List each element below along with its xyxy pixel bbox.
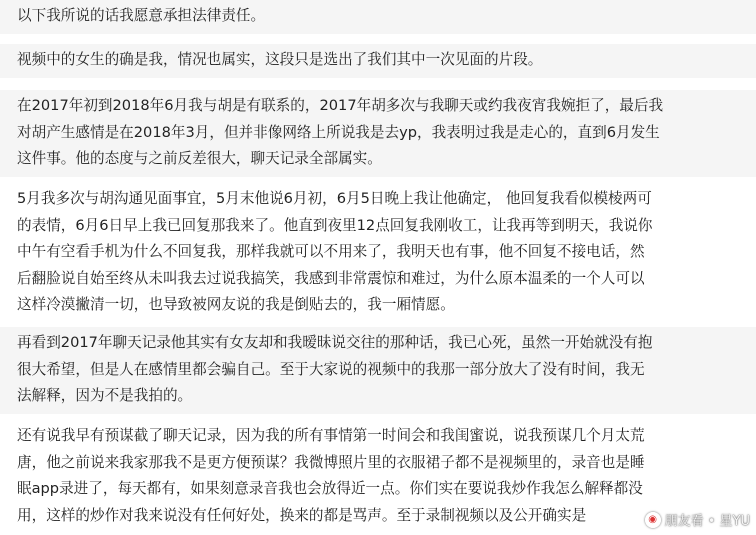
paragraph-line: 的表情，6月6日早上我已回复那我来了。他直到夜里12点回复我刚收工，让我再等到明天，我说你 [17,216,653,234]
paragraph-line: 中午有空看手机为什么不回复我，那样我就可以不用来了，我明天也有事，他不回复不接电话，然 [17,243,645,260]
paragraph-line: 以下我所说的话我愿意承担法律责任。 [17,7,266,24]
paragraph-2 [0,44,756,78]
watermark [645,510,750,529]
paragraph-line: 后翻脸说自始至终从未叫我去过说我搞笑，我感到非常震惊和难过，为什么原本温柔的一个人可以 [17,269,645,287]
paragraph-5 [0,327,756,414]
paragraph-1 [0,0,756,34]
weibo-logo-icon: ◉ [645,512,661,528]
paragraph-line: 这件事。他的态度与之前反差很大，聊天记录全部属实。 [17,150,382,167]
paragraph-3 [0,90,756,177]
paragraph-line: 这样冷漠撇清一切，也导致被网友说的我是倒贴去的，我一厢情愿。 [17,296,455,313]
watermark-text: 朋友看 • 星YU [664,514,750,529]
paragraph-line: 法解释，因为不是我拍的。 [17,387,193,404]
paragraph-line: 很大希望，但是人在感情里都会骗自己。至于大家说的视频中的我那一部分放大了没有时间，我无 [17,360,645,378]
paragraph-line: 还有说我早有预谋截了聊天记录，因为我的所有事情第一时间会和我闺蜜说，说我预谋几个月太荒 [17,427,645,444]
paragraph-6 [0,420,756,533]
paragraph-line: 在2017年初到2018年6月我与胡是有联系的，2017年胡多次与我聊天或约我夜宵我婉拒了，最后我 [17,97,664,114]
paragraph-line: 视频中的女生的确是我，情况也属实，这段只是选出了我们其中一次见面的片段。 [17,51,543,68]
paragraph-line: 用，这样的炒作对我来说没有任何好处，换来的都是骂声。至于录制视频以及公开确实是 [17,506,587,524]
paragraph-line: 再看到2017年聊天记录他其实有女友却和我暧昧说交往的那种话，我已心死，虽然一开始就没有抱 [17,334,653,351]
paragraph-line: 对胡产生感情是在2018年3月，但并非像网络上所说我是去yp，我表明过我是走心的，直到6月发生 [17,123,660,141]
paragraph-line: 眠app录进了，每天都有，如果刻意录音我也会放得近一点。你们实在要说我炒作我怎么解释都没 [17,480,643,497]
paragraph-4 [0,183,756,323]
paragraph-line: 5月我多次与胡沟通见面事宜，5月末他说6月初，6月5日晚上我让他确定， 他回复我看似模棱两可 [17,190,652,207]
paragraph-line: 唐，他之前说来我家那我不是更方便预谋？我微博照片里的衣服裙子都不是视频里的，录音也是睡 [17,453,645,471]
